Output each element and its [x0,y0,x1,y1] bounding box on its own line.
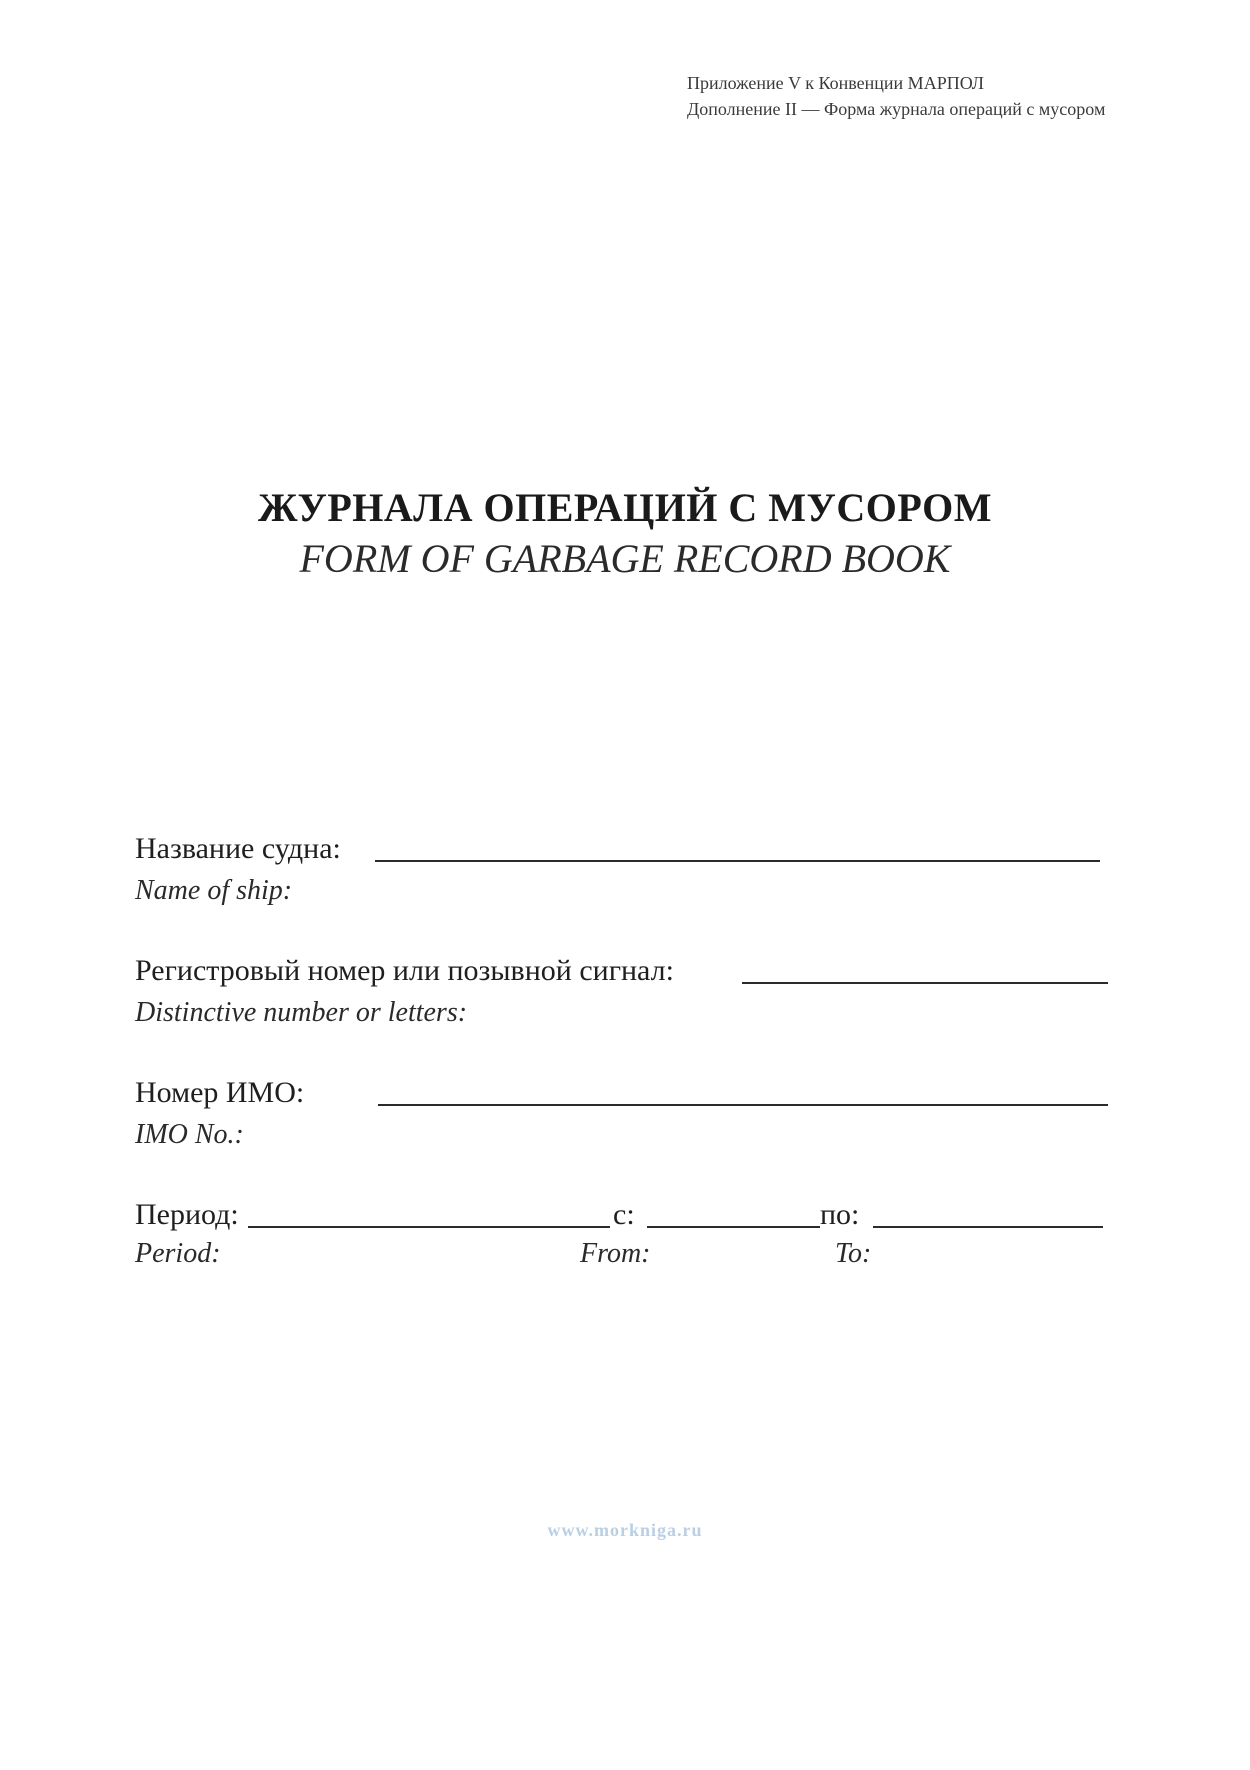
distinctive-number-label: Регистровый номер или позывной сигнал: [135,954,674,987]
title-russian: ЖУРНАЛА ОПЕРАЦИЙ С МУСОРОМ [258,485,992,530]
title-english: FORM OF GARBAGE RECORD BOOK [299,536,951,581]
period-from-label: с: [613,1198,635,1231]
watermark: www.morkniga.ru [547,1520,703,1540]
distinctive-number-field [135,954,1115,1032]
period-blank[interactable] [248,1226,610,1228]
period-label-en: Period: [135,1238,221,1269]
period-label: Период: [135,1198,239,1231]
header-line-2: Дополнение II — Форма журнала операций с мусором [687,99,1106,119]
distinctive-number-blank[interactable] [742,982,1108,984]
header-line-1: Приложение V к Конвенции МАРПОЛ [687,73,985,93]
period-from-blank[interactable] [647,1226,820,1228]
period-from-label-en: From: [580,1238,651,1269]
period-labels-en [135,1238,1115,1276]
imo-number-label: Номер ИМО: [135,1076,305,1109]
period-to-label: по: [820,1198,860,1231]
imo-number-blank[interactable] [378,1104,1108,1106]
distinctive-number-label-en: Distinctive number or letters: [135,997,468,1028]
ship-name-label-en: Name of ship: [135,875,293,906]
imo-number-field [135,1076,1115,1154]
ship-name-field [135,832,1115,910]
period-to-label-en: To: [835,1238,872,1269]
period-to-blank[interactable] [873,1226,1103,1228]
page-header [687,70,1207,122]
imo-number-label-en: IMO No.: [135,1119,244,1150]
period-field [135,1198,1115,1276]
ship-name-blank[interactable] [375,860,1100,862]
ship-name-label: Название судна: [135,832,341,865]
